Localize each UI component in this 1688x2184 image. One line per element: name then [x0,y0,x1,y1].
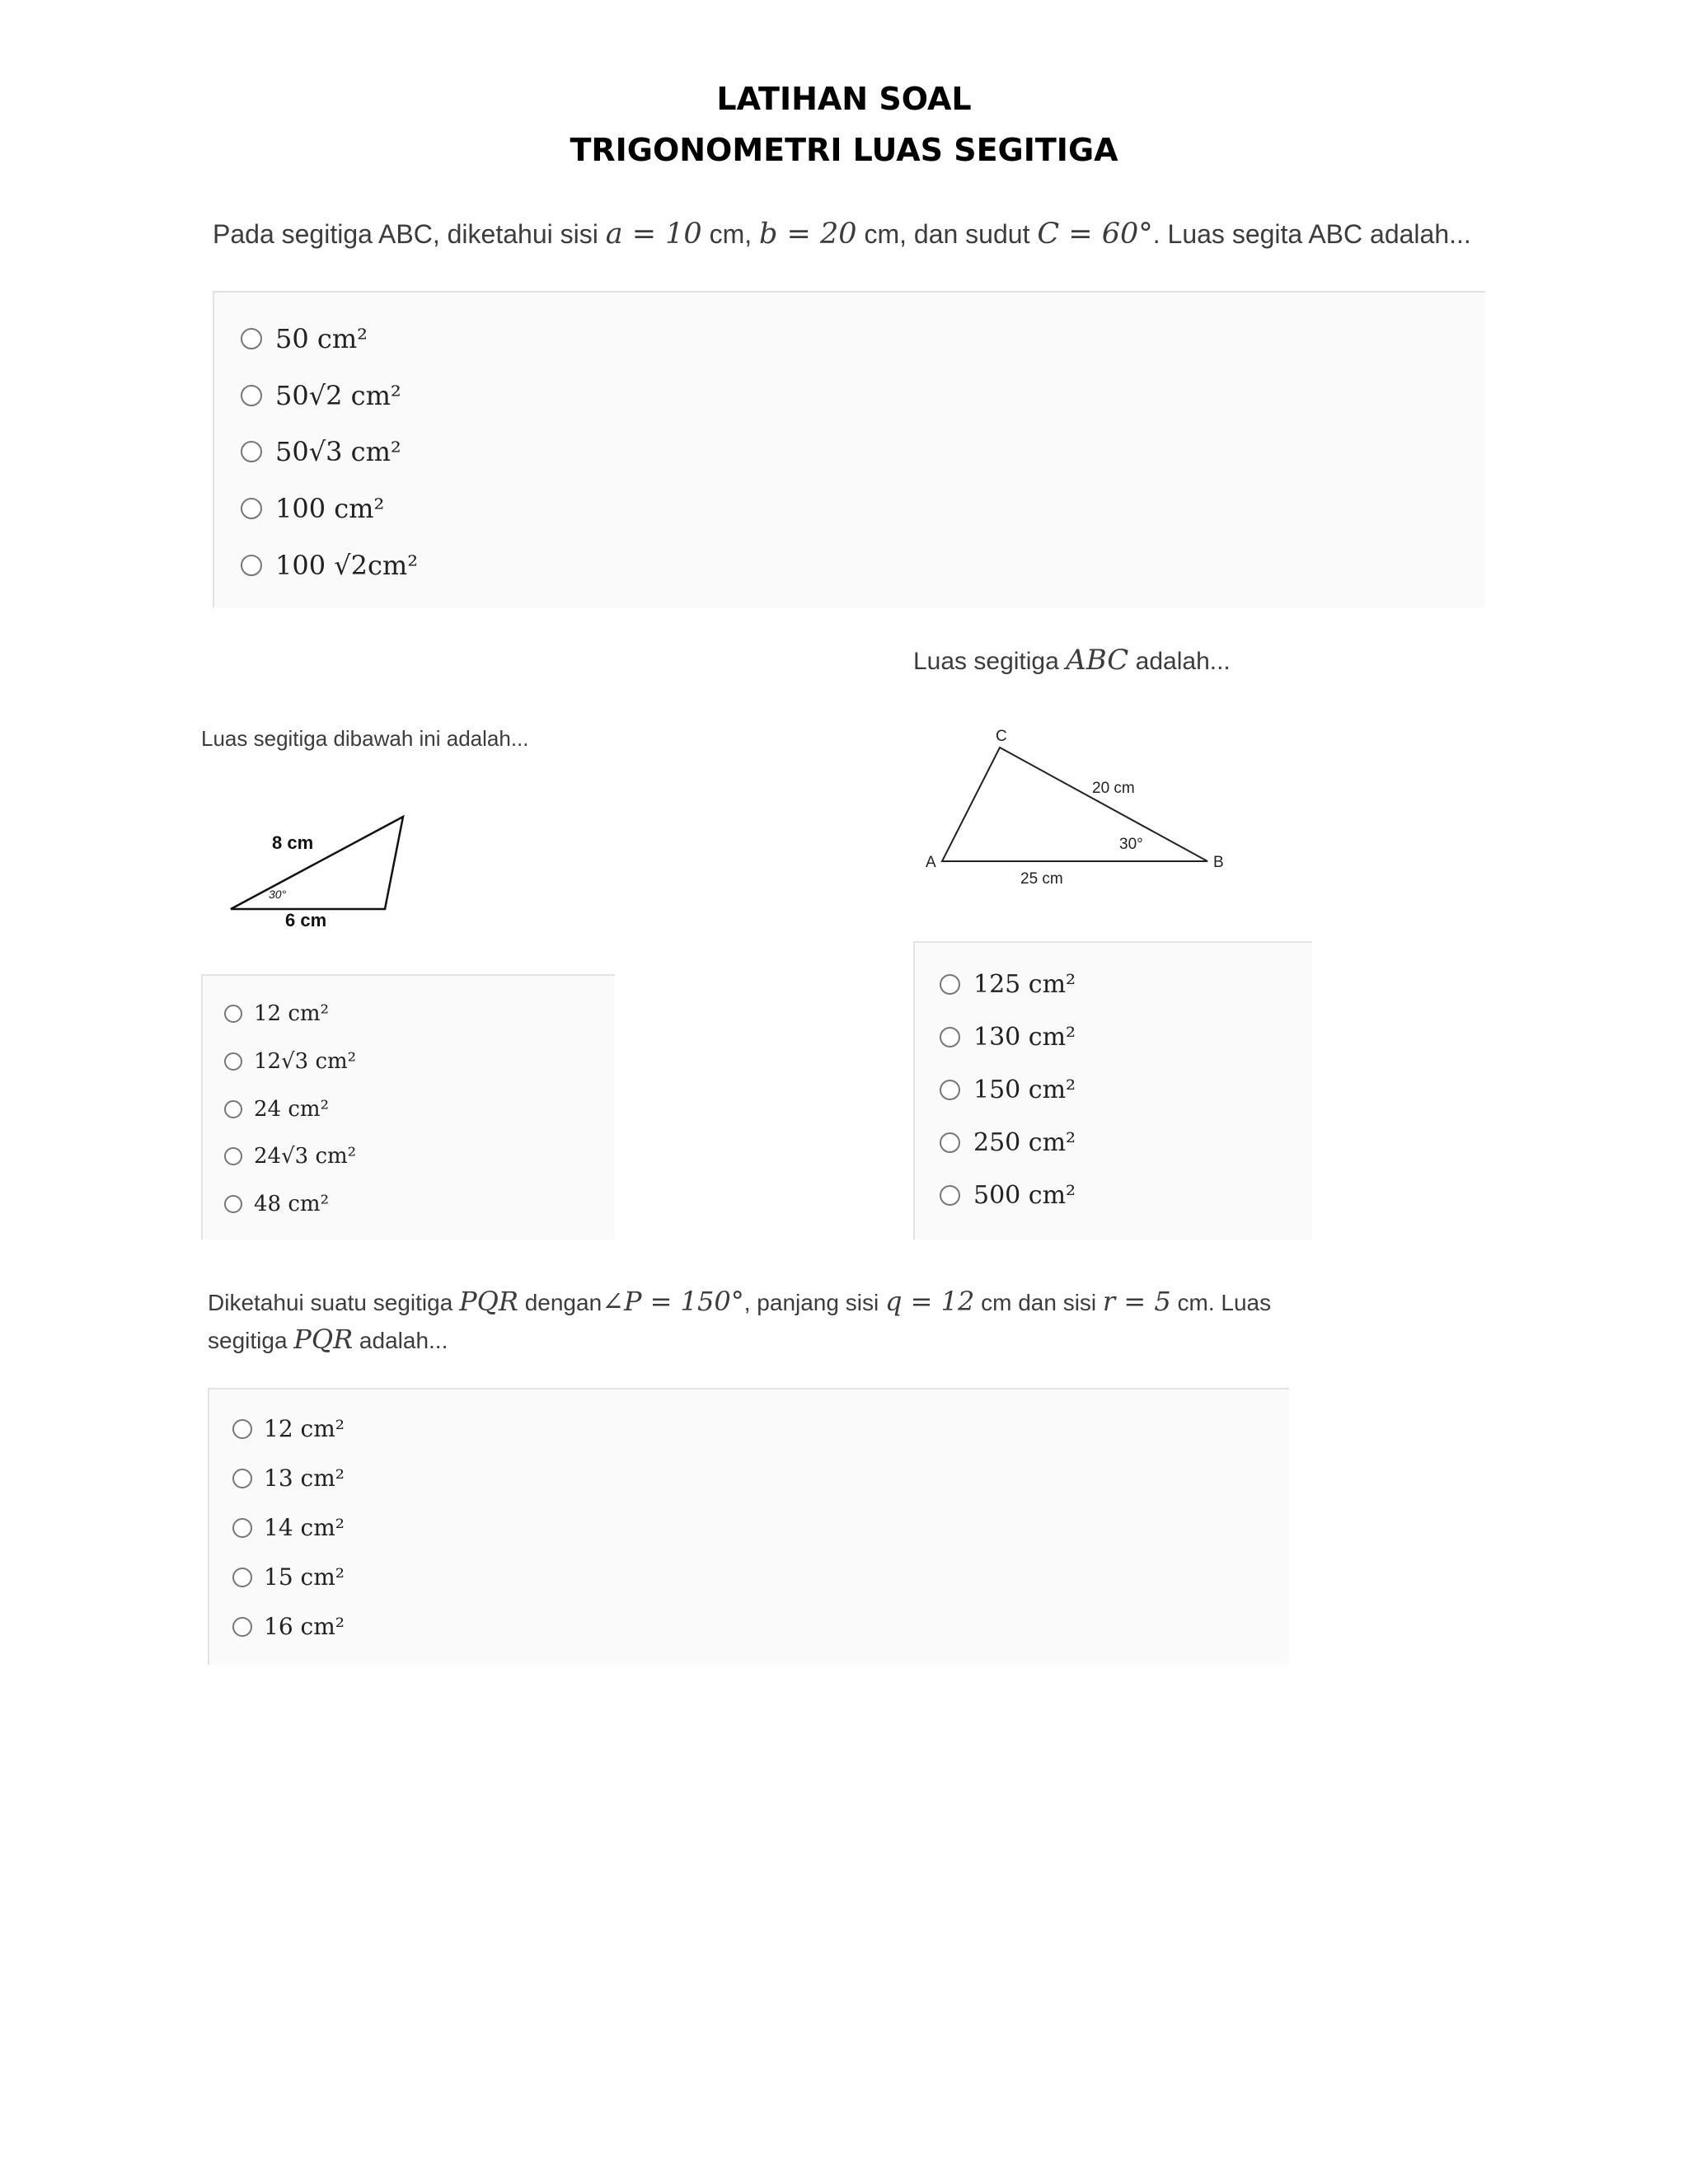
question-4-text-line-1: Diketahui suatu segitiga PQR dengan∠P = 150°, panjang sisi q = 12 cm dan sisi r = 5 cm. Luas [208,1286,1272,1317]
question-3-option[interactable]: 250 cm² [940,1128,1076,1157]
question-1-option[interactable]: 50√3 cm² [241,436,401,467]
question-1-text: Pada segitiga ABC, diketahui sisi a = 10 cm, b = 20 cm, dan sudut C = 60°. Luas segita ABC adalah... [213,218,1471,251]
radio-button[interactable] [224,1052,242,1071]
radio-button[interactable] [241,498,262,519]
question-4-option[interactable]: 13 cm² [232,1465,345,1492]
side-label-top: 8 cm [272,832,314,853]
question-4-text-line-2: segitiga PQR adalah... [208,1324,448,1355]
question-1-option[interactable]: 100 √2cm² [241,550,418,581]
radio-button[interactable] [224,1005,242,1023]
question-1-option[interactable]: 50√2 cm² [241,380,401,411]
question-4-option[interactable]: 15 cm² [232,1563,345,1591]
question-4-option[interactable]: 14 cm² [232,1514,345,1541]
radio-button[interactable] [224,1147,242,1165]
question-2-text: Luas segitiga dibawah ini adalah... [201,726,529,751]
question-2-option[interactable]: 12 cm² [224,1001,329,1026]
question-3-option[interactable]: 150 cm² [940,1076,1076,1104]
question-3-option[interactable]: 130 cm² [940,1023,1076,1052]
side-label-cb: 20 cm [1092,780,1135,797]
radio-button[interactable] [940,1132,960,1153]
radio-button[interactable] [241,441,262,462]
radio-button[interactable] [940,974,960,995]
side-label-bottom: 6 cm [285,910,327,930]
question-2-option[interactable]: 24 cm² [224,1097,329,1122]
question-4-options-panel [208,1388,1289,1665]
radio-button[interactable] [232,1568,252,1587]
question-3-text: Luas segitiga ABC adalah... [913,644,1231,677]
radio-button[interactable] [241,328,262,349]
question-3-option[interactable]: 125 cm² [940,970,1076,999]
question-2-option[interactable]: 24√3 cm² [224,1144,356,1169]
radio-button[interactable] [232,1617,252,1637]
question-3-option[interactable]: 500 cm² [940,1181,1076,1210]
vertex-label-c: C [996,728,1007,745]
question-2-option[interactable]: 12√3 cm² [224,1049,356,1074]
page-title-line-2: TRIGONOMETRI LUAS SEGITIGA [570,132,1118,168]
question-4-option[interactable]: 12 cm² [232,1415,345,1442]
question-1-option[interactable]: 100 cm² [241,493,384,524]
radio-button[interactable] [940,1185,960,1206]
vertex-label-b: B [1213,854,1224,871]
question-3-triangle-figure [915,717,1245,894]
radio-button[interactable] [224,1100,242,1118]
radio-button[interactable] [232,1419,252,1439]
radio-button[interactable] [241,555,262,576]
vertex-label-a: A [926,854,936,871]
angle-label-b: 30° [1119,836,1143,853]
radio-button[interactable] [940,1080,960,1100]
radio-button[interactable] [232,1469,252,1488]
side-label-ab: 25 cm [1020,870,1063,888]
page-title-line-1: LATIHAN SOAL [716,81,972,117]
radio-button[interactable] [232,1518,252,1538]
triangle-shape [942,748,1207,861]
question-4-option[interactable]: 16 cm² [232,1613,345,1640]
angle-label: 30° [269,888,287,901]
question-2-triangle-figure [223,808,420,931]
radio-button[interactable] [940,1027,960,1047]
question-2-option[interactable]: 48 cm² [224,1192,329,1216]
question-1-option[interactable]: 50 cm² [241,323,368,354]
radio-button[interactable] [224,1195,242,1213]
triangle-shape [231,817,403,909]
radio-button[interactable] [241,385,262,406]
